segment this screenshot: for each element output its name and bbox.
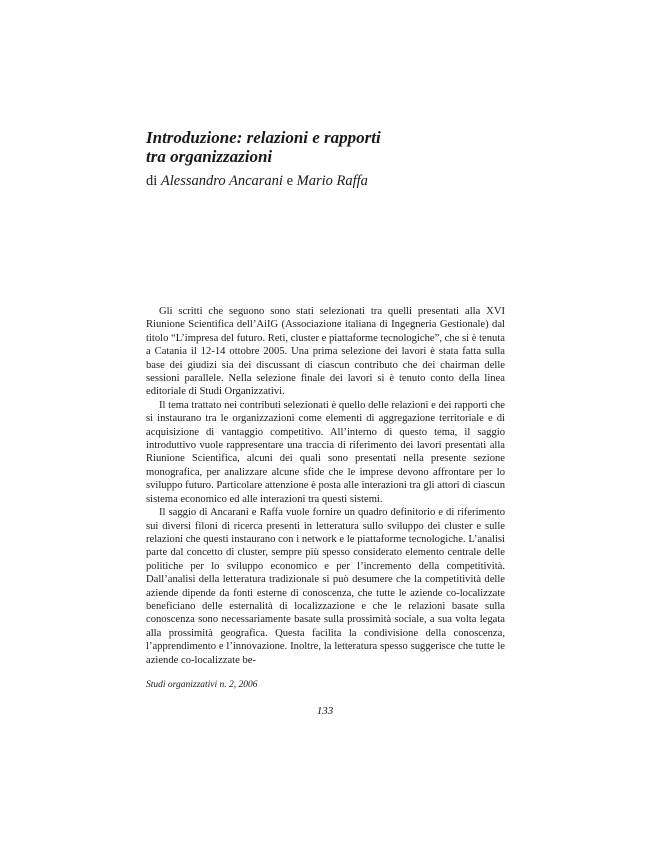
journal-citation: Studi organizzativi n. 2, 2006 [146,680,258,690]
paragraph-3: Il saggio di Ancarani e Raffa vuole fornire un quadro definitorio e di riferimento sui diversi filoni di ricerca presenti in letteratura sullo sviluppo dei cluster e sulle relazioni che questi instaurano con i network e le piattaforme tecnologiche. L’analisi parte dal concetto di cluster, sempre più spesso considerato elemento centrale delle politiche per lo sviluppo economico e per l’incremento della competitività. Dall’analisi della letteratura tradizionale si può desumere che la competitività delle aziende dipende da fonti esterne di conoscenza, che tutte le aziende co-localizzate beneficiano delle esternalità di localizzazione e che le relazioni basate sulla conoscenza sono necessariamente basate sulla prossimità sociale, a sua volta legata alla prossimità geografica. Questa facilita la condivisione della conoscenza, l’apprendimento e l’innovazione. Inoltre, la letteratura spesso suggerisce che tutte le aziende co-localizzate be- [146,507,505,666]
author-1: Alessandro Ancarani [160,173,283,189]
byline-conjunction: e [282,173,297,189]
article-body [146,305,505,667]
paragraph-2: Il tema trattato nei contributi selezionati è quello delle relazioni e dei rapporti che si instaurano tra le organizzazioni come elementi di aggregazione territoriale e di acquisizione di vantaggio competitivo. All’interno di questo tema, il saggio introduttivo vuole rappresentare una traccia di riferimento dei lavori presentati alla Riunione Scientifica, alcuni dei quali sono presentati nella presente sezione monografica, per analizzare alcune sfide che le imprese devono affrontare per lo sviluppo futuro. Particolare attenzione è posta alle interazioni tra gli attori di ciascun sistema economico ed alle interazioni tra questi sistemi. [146,399,505,505]
title-line-2: tra organizzazioni [146,147,273,166]
page-number: 133 [316,705,334,717]
title-line-1: Introduzione: relazioni e rapporti [146,128,381,147]
author-2: Mario Raffa [296,173,368,189]
byline-prefix: di [146,173,161,189]
article-title [146,128,526,166]
paragraph-1: Gli scritti che seguono sono stati selezionati tra quelli presentati alla XVI Riunione Scientifica dell’AiIG (Associazione italiana di Ingegneria Gestionale) dal titolo “L’impresa del futuro. Reti, cluster e piattaforme tecnologiche”, che si è tenuta a Catania il 12-14 ottobre 2005. Una prima selezione dei lavori è stata fatta sulla base dei giudizi sia dei discussant di ciascun contributo che dei chairman delle sessioni parallele. Nella selezione finale dei lavori si è tenuto conto della linea editoriale di Studi Organizzativi. [146,306,505,398]
byline [146,173,546,190]
